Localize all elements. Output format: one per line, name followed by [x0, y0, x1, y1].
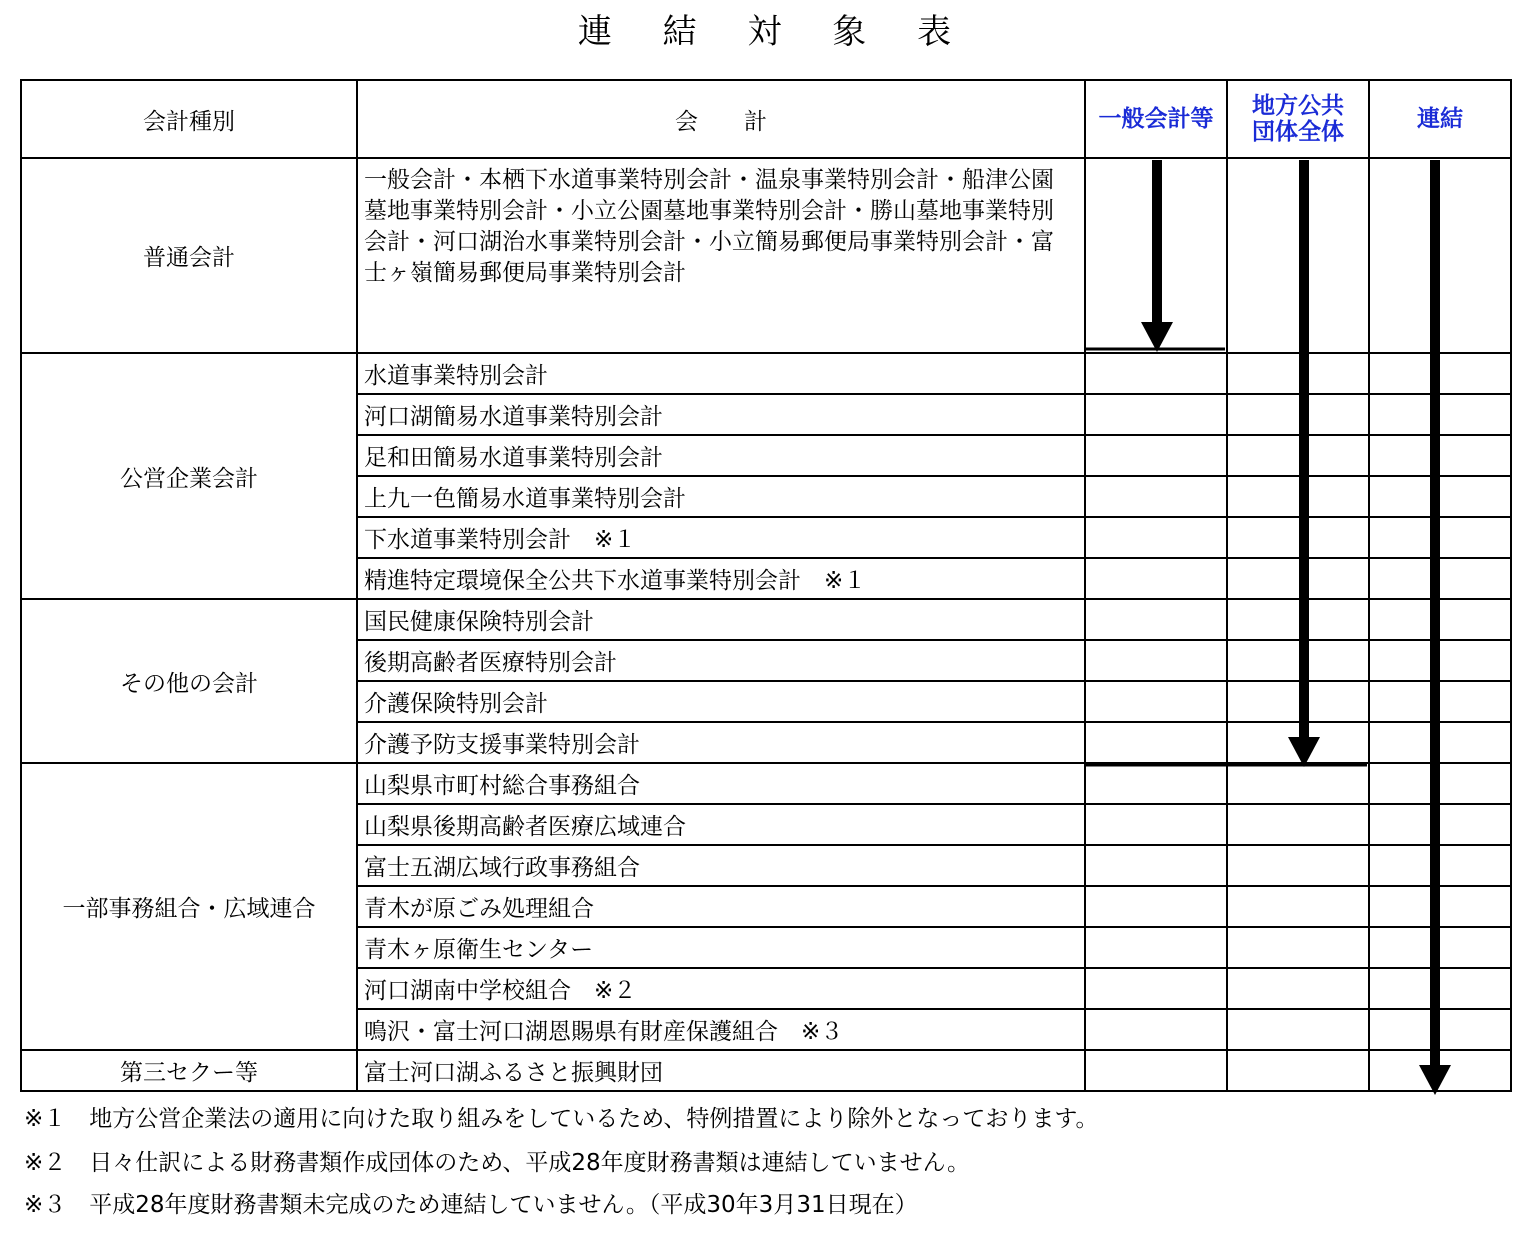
account-name: 国民健康保険特別会計: [357, 599, 1085, 640]
cell: [1085, 1050, 1227, 1091]
header-account: 会 計: [357, 80, 1085, 158]
cell: [1369, 681, 1511, 722]
table-row: [21, 763, 1511, 804]
footnote-2: ※２ 日々仕訳による財務書類作成団体のため、平成28年度財務書類は連結していません。: [24, 1150, 970, 1176]
cell: [1369, 353, 1511, 394]
category-public-enterprise: 公営企業会計: [21, 353, 357, 599]
cell: [1085, 158, 1227, 353]
cell: [1227, 1050, 1369, 1091]
cell: [1369, 394, 1511, 435]
account-name: 鳴沢・富士河口湖恩賜県有財産保護組合 ※３: [357, 1009, 1085, 1050]
account-name: 介護保険特別会計: [357, 681, 1085, 722]
header-row: [21, 80, 1511, 158]
account-name: 水道事業特別会計: [357, 353, 1085, 394]
cell: [1227, 722, 1369, 763]
account-name: 河口湖南中学校組合 ※２: [357, 968, 1085, 1009]
cell: [1085, 1009, 1227, 1050]
header-local-government-whole: [1227, 80, 1369, 158]
cell: [1085, 476, 1227, 517]
account-name: 足和田簡易水道事業特別会計: [357, 435, 1085, 476]
category-partial-association: 一部事務組合・広域連合: [21, 763, 357, 1050]
cell: [1227, 394, 1369, 435]
cell: [1369, 763, 1511, 804]
cell: [1085, 886, 1227, 927]
cell: [1369, 845, 1511, 886]
cell: [1227, 476, 1369, 517]
cell: [1369, 968, 1511, 1009]
cell: [1085, 804, 1227, 845]
cell: [1085, 640, 1227, 681]
cell: [1227, 353, 1369, 394]
account-name: 下水道事業特別会計 ※１: [357, 517, 1085, 558]
cell: [1227, 681, 1369, 722]
account-general-list: 一般会計・本栖下水道事業特別会計・温泉事業特別会計・船津公園墓地事業特別会計・小立公園墓地事業特別会計・勝山墓地事業特別会計・河口湖治水事業特別会計・小立簡易郵便局事業特別会計・富士ヶ嶺簡易郵便局事業特別会計: [357, 158, 1085, 353]
account-name: 精進特定環境保全公共下水道事業特別会計 ※１: [357, 558, 1085, 599]
account-name: 青木ヶ原衛生センター: [357, 927, 1085, 968]
header-category: 会計種別: [21, 80, 357, 158]
cell: [1227, 558, 1369, 599]
cell: [1227, 435, 1369, 476]
account-name: 山梨県市町村総合事務組合: [357, 763, 1085, 804]
table-row: [21, 1050, 1511, 1091]
table-row: [21, 353, 1511, 394]
cell: [1085, 394, 1227, 435]
cell: [1085, 353, 1227, 394]
header-general-accounts: 一般会計等: [1085, 80, 1227, 158]
cell: [1227, 886, 1369, 927]
cell: [1227, 1009, 1369, 1050]
account-name: 山梨県後期高齢者医療広域連合: [357, 804, 1085, 845]
cell: [1227, 599, 1369, 640]
cell: [1085, 435, 1227, 476]
cell: [1227, 517, 1369, 558]
account-name: 介護予防支援事業特別会計: [357, 722, 1085, 763]
cell: [1369, 722, 1511, 763]
cell: [1085, 968, 1227, 1009]
category-other: その他の会計: [21, 599, 357, 763]
cell: [1227, 158, 1369, 353]
footnote-1: ※１ 地方公営企業法の適用に向けた取り組みをしているため、特例措置により除外となっております。: [24, 1106, 1099, 1132]
header-col2-line1: 地方公共: [1252, 93, 1344, 119]
cell: [1227, 763, 1369, 804]
cell: [1369, 435, 1511, 476]
cell: [1369, 1050, 1511, 1091]
cell: [1085, 517, 1227, 558]
cell: [1227, 968, 1369, 1009]
cell: [1085, 599, 1227, 640]
cell: [1369, 517, 1511, 558]
account-name: 青木が原ごみ処理組合: [357, 886, 1085, 927]
cell: [1085, 722, 1227, 763]
header-consolidated: 連結: [1369, 80, 1511, 158]
account-name: 富士河口湖ふるさと振興財団: [357, 1050, 1085, 1091]
category-general: 普通会計: [21, 158, 357, 353]
table-row: [21, 599, 1511, 640]
cell: [1369, 158, 1511, 353]
page-title: 連 結 対 象 表: [577, 12, 972, 52]
cell: [1227, 845, 1369, 886]
cell: [1085, 558, 1227, 599]
cell: [1369, 1009, 1511, 1050]
cell: [1227, 927, 1369, 968]
cell: [1369, 476, 1511, 517]
account-name: 後期高齢者医療特別会計: [357, 640, 1085, 681]
cell: [1227, 804, 1369, 845]
cell: [1369, 927, 1511, 968]
account-name: 上九一色簡易水道事業特別会計: [357, 476, 1085, 517]
cell: [1369, 640, 1511, 681]
account-name: 富士五湖広域行政事務組合: [357, 845, 1085, 886]
consolidation-table: [20, 79, 1512, 1092]
account-name: 河口湖簡易水道事業特別会計: [357, 394, 1085, 435]
cell: [1227, 640, 1369, 681]
cell: [1369, 558, 1511, 599]
cell: [1085, 927, 1227, 968]
header-col2-line2: 団体全体: [1252, 119, 1344, 145]
cell: [1085, 681, 1227, 722]
footnote-3: ※３ 平成28年度財務書類未完成のため連結していません。（平成30年3月31日現在）: [24, 1192, 918, 1218]
table-row: [21, 158, 1511, 353]
cell: [1369, 599, 1511, 640]
cell: [1085, 845, 1227, 886]
cell: [1085, 763, 1227, 804]
cell: [1369, 804, 1511, 845]
category-third-sector: 第三セクー等: [21, 1050, 357, 1091]
cell: [1369, 886, 1511, 927]
